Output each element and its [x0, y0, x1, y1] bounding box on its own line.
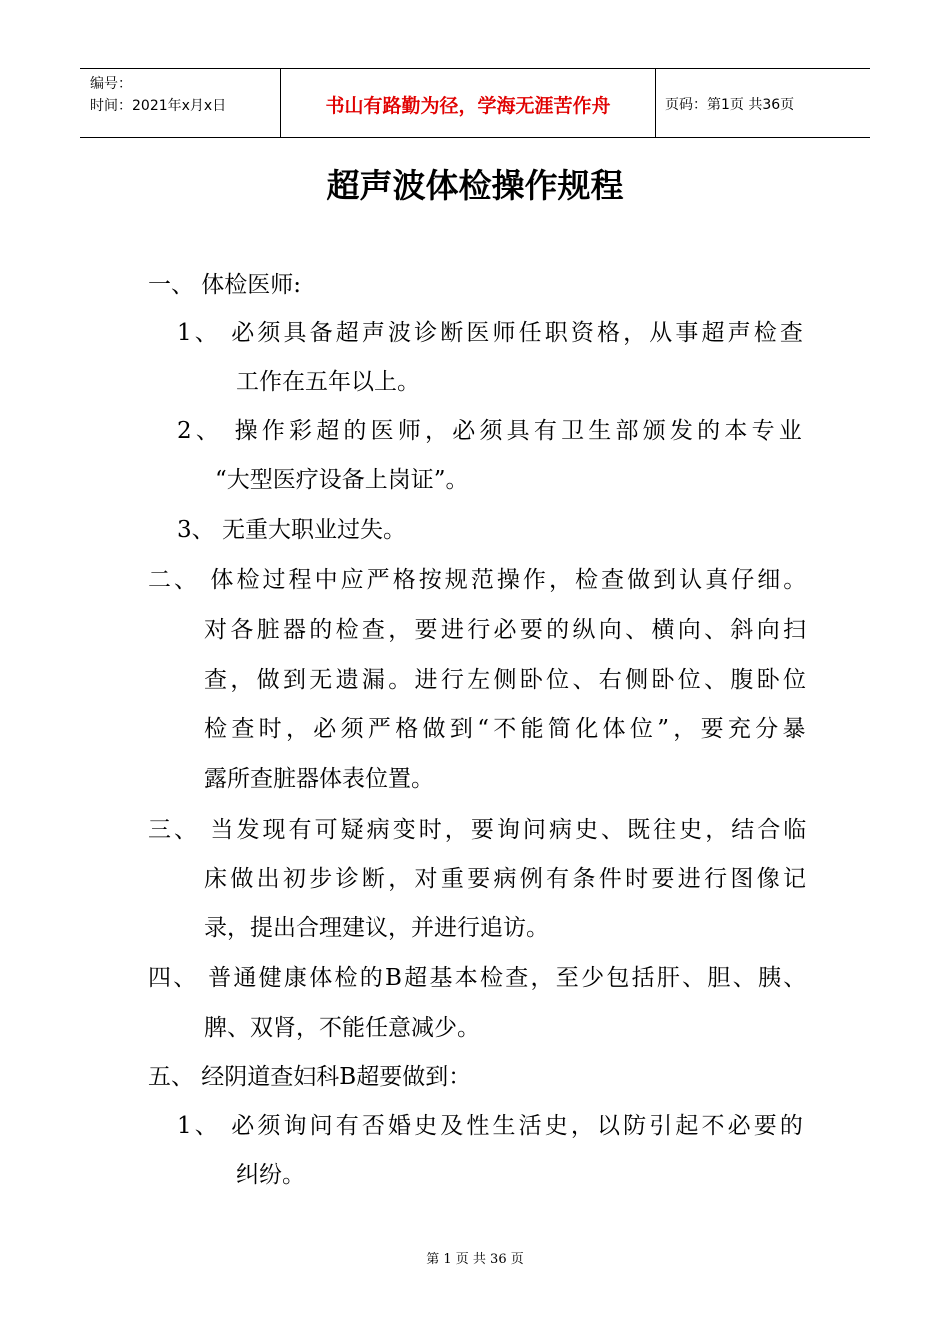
section-heading: 四、 普通健康体检的B超基本检查，至少包括肝、胆、胰、 [148, 965, 809, 991]
number-label: 编号： [90, 76, 132, 92]
list-item: 1、 必须询问有否婚史及性生活史，以防引起不必要的 [177, 1113, 806, 1139]
header-page-cell [655, 69, 870, 137]
list-item-continuation: “大型医疗设备上岗证”。 [215, 467, 469, 493]
header-meta [80, 69, 280, 137]
list-item: 2、 操作彩超的医师，必须具有卫生部颁发的本专业 [177, 418, 806, 444]
paragraph-line: 查，做到无遗漏。进行左侧卧位、右侧卧位、腹卧位 [204, 667, 810, 693]
section-heading: 一、 体检医师: [148, 272, 302, 298]
list-item-continuation: 工作在五年以上。 [236, 369, 420, 395]
paragraph-line: 对各脏器的检查，要进行必要的纵向、横向、斜向扫 [204, 617, 810, 643]
page-header [80, 68, 870, 138]
list-item-continuation: 纠纷。 [236, 1162, 305, 1188]
page-info: 页码：第1页 共36页 [665, 97, 795, 113]
paragraph-line: 露所查脏器体表位置。 [204, 766, 434, 792]
list-item: 1、 必须具备超声波诊断医师任职资格，从事超声检查 [177, 320, 806, 346]
date-line: 时间：2021年x月x日 [90, 98, 227, 114]
paragraph-line: 床做出初步诊断，对重要病例有条件时要进行图像记 [204, 866, 810, 892]
header-motto-cell [280, 69, 656, 137]
document-title: 超声波体检操作规程 [326, 166, 624, 205]
section-heading: 二、 体检过程中应严格按规范操作，检查做到认真仔细。 [148, 567, 810, 593]
motto: 书山有路勤为径，学海无涯苦作舟 [325, 95, 611, 117]
paragraph-line: 录，提出合理建议，并进行追访。 [204, 915, 549, 941]
list-item: 3、 无重大职业过失。 [177, 517, 406, 543]
paragraph-line: 检查时，必须严格做到“不能简化体位”，要充分暴 [204, 716, 810, 742]
section-heading: 三、 当发现有可疑病变时，要询问病史、既往史，结合临 [148, 817, 810, 843]
paragraph-line: 脾、双肾，不能任意减少。 [204, 1015, 480, 1041]
section-heading: 五、 经阴道查妇科B超要做到： [148, 1064, 472, 1090]
page-footer: 第 1 页 共 36 页 [426, 1252, 524, 1267]
